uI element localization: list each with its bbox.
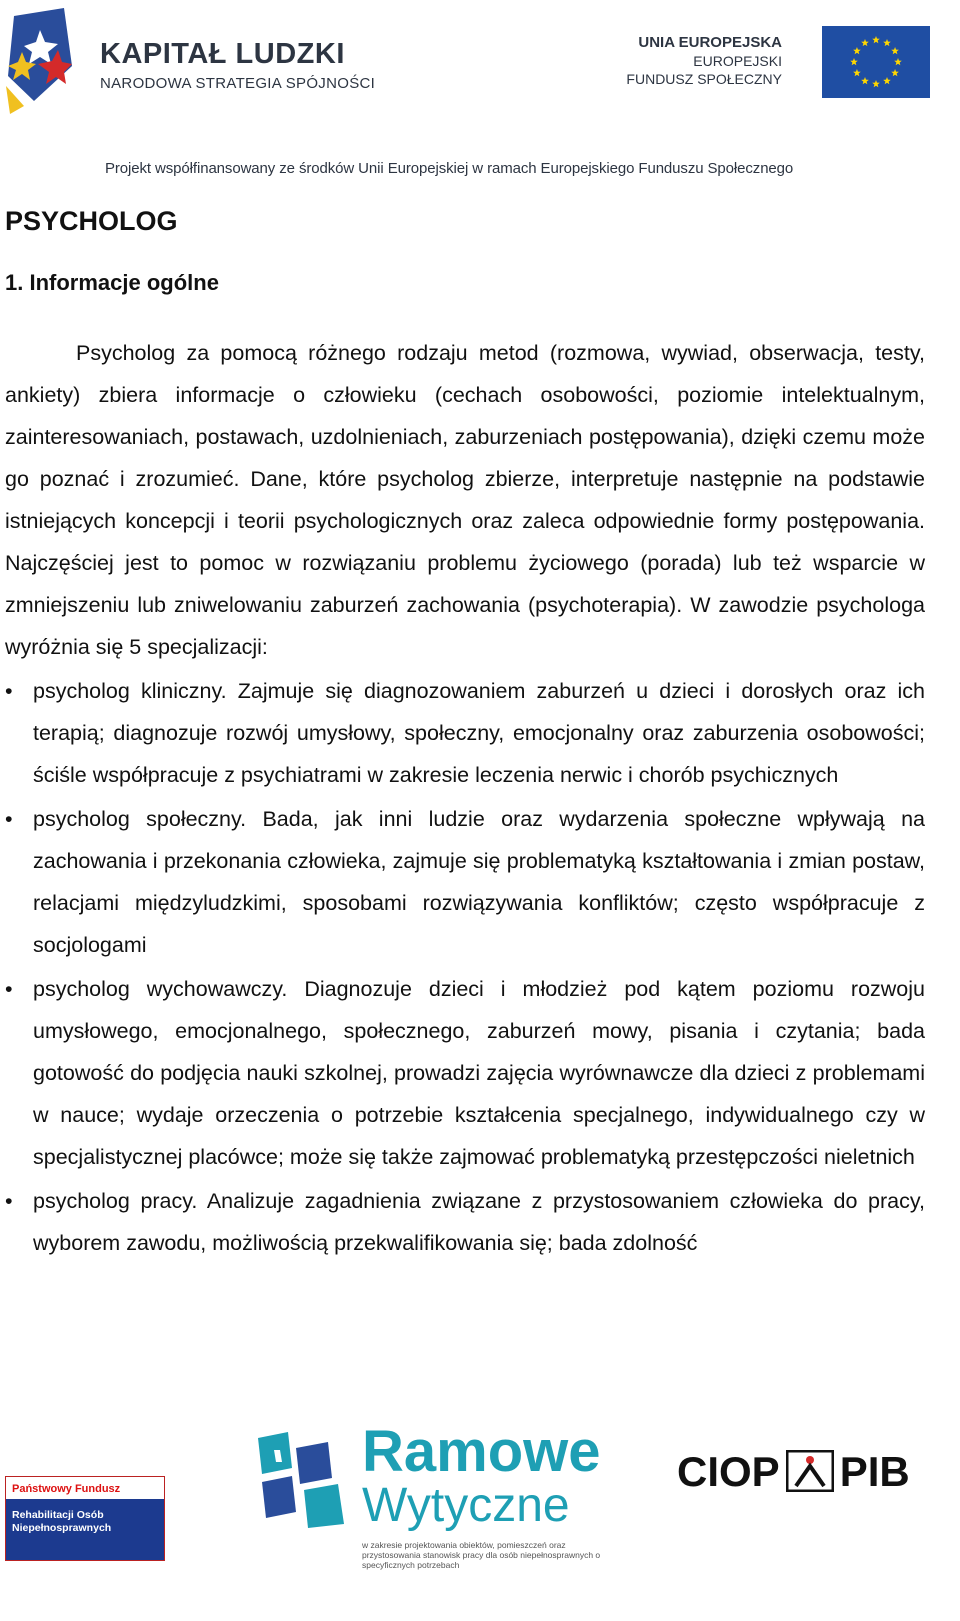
eu-line-3: FUNDUSZ SPOŁECZNY <box>626 71 782 87</box>
pfron-line-1: Rehabilitacji Osób <box>12 1509 104 1521</box>
list-item <box>5 1180 925 1264</box>
bullet-icon: • <box>5 1189 13 1213</box>
page-title: PSYCHOLOG <box>5 206 178 236</box>
pfron-logo <box>5 1476 165 1561</box>
ramowe-title: Ramowe <box>362 1419 601 1484</box>
kapital-ludzki-subtitle: NARODOWA STRATEGIA SPÓJNOŚCI <box>100 75 376 92</box>
project-cofinancing-note: Projekt współfinansowany ze środków Unii Europejskiej w ramach Europejskiego Funduszu Społecznego <box>105 160 794 177</box>
ciop-pib-logo <box>677 1448 910 1496</box>
intro-paragraph: Psycholog za pomocą różnego rodzaju metod (rozmowa, wywiad, obserwacja, testy, ankiety) zbiera informacje o człowieku (cechach osobowości, poziomie intelektualnym, zainteresowaniach, postawach, uzdolnieniach, zaburzeniach postępowania), dzięki czemu może go poznać i zrozumieć. Dane, które psycholog zbierze, interpretuje następnie na podstawie istniejących koncepcji i teorii psychologicznych oraz zaleca odpowiednie formy postępowania. Najczęściej jest to pomoc w rozwiązaniu problemu życiowego (porada) lub też wsparcie w zmniejszeniu lub zniwelowaniu zaburzeń zachowania (psychoterapia). W zawodzie psychologa wyróżnia się 5 specjalizacji: <box>5 341 925 659</box>
bullet-icon: • <box>5 977 13 1001</box>
pib-text: PIB <box>839 1448 910 1495</box>
list-item-text: psycholog wychowawczy. Diagnozuje dzieci i młodzież pod kątem poziomu rozwoju umysłowego, emocjonalnego, społecznego, zaburzeń mowy, pisania i czytania; bada gotowość do podjęcia nauki szkolnej, prowadzi zajęcia wyrównawcze dla dzieci z problemami w nauce; wydaje orzeczenia o potrzebie kształcenia specjalnego, indywidualnego czy w specjalistycznej placówce; może się także zajmować problematyką przestępczości nieletnich <box>33 977 925 1169</box>
specializations-list <box>5 670 925 1264</box>
person-pictogram-icon <box>786 1450 834 1492</box>
bullet-icon: • <box>5 679 13 703</box>
eu-line-1: UNIA EUROPEJSKA <box>638 34 782 51</box>
page-header <box>0 0 960 190</box>
bullet-icon: • <box>5 807 13 831</box>
eu-line-2: EUROPEJSKI <box>693 53 782 69</box>
document-body <box>5 332 925 1264</box>
pfron-title: Państwowy Fundusz <box>12 1483 121 1495</box>
list-item-text: psycholog kliniczny. Zajmuje się diagnozowaniem zaburzeń u dzieci i dorosłych oraz ich terapią; diagnozuje rozwój umysłowy, społeczny, emocjonalny oraz zaburzenia osobowości; ściśle współpracuje z psychiatrami w zakresie leczenia nerwic i chorób psychicznych <box>33 679 925 787</box>
kapital-ludzki-logo <box>4 6 74 116</box>
pfron-line-2: Niepełnosprawnych <box>12 1522 112 1534</box>
list-item <box>5 798 925 966</box>
list-item-text: psycholog pracy. Analizuje zagadnienia związane z przystosowaniem człowieka do pracy, wyborem zawodu, możliwością przekwalifikowania się; bada zdolność <box>33 1189 925 1255</box>
eu-text-block <box>626 34 782 88</box>
section-heading: 1. Informacje ogólne <box>5 270 219 295</box>
wytyczne-title: Wytyczne <box>362 1479 570 1532</box>
kapital-ludzki-title: KAPITAŁ LUDZKI <box>100 38 345 70</box>
list-item <box>5 968 925 1178</box>
ciop-text: CIOP <box>677 1448 780 1495</box>
eu-flag-icon <box>822 26 930 98</box>
list-item <box>5 670 925 796</box>
ramowe-wytyczne-caption: w zakresie projektowania obiektów, pomieszczeń oraz przystosowania stanowisk pracy dla osób niepełnosprawnych o specyficznych potrzebach <box>362 1540 601 1570</box>
pfron-band <box>6 1499 164 1560</box>
list-item-text: psycholog społeczny. Bada, jak inni ludzie oraz wydarzenia społeczne wpływają na zachowania i przekonania człowieka, zajmuje się problematyką kształtowania i zmian postaw, relacjami międzyludzkimi, sposobami rozwiązywania konfliktów; często współpracuje z socjologami <box>33 807 925 957</box>
ramowe-wytyczne-logo-icon <box>248 1428 352 1532</box>
